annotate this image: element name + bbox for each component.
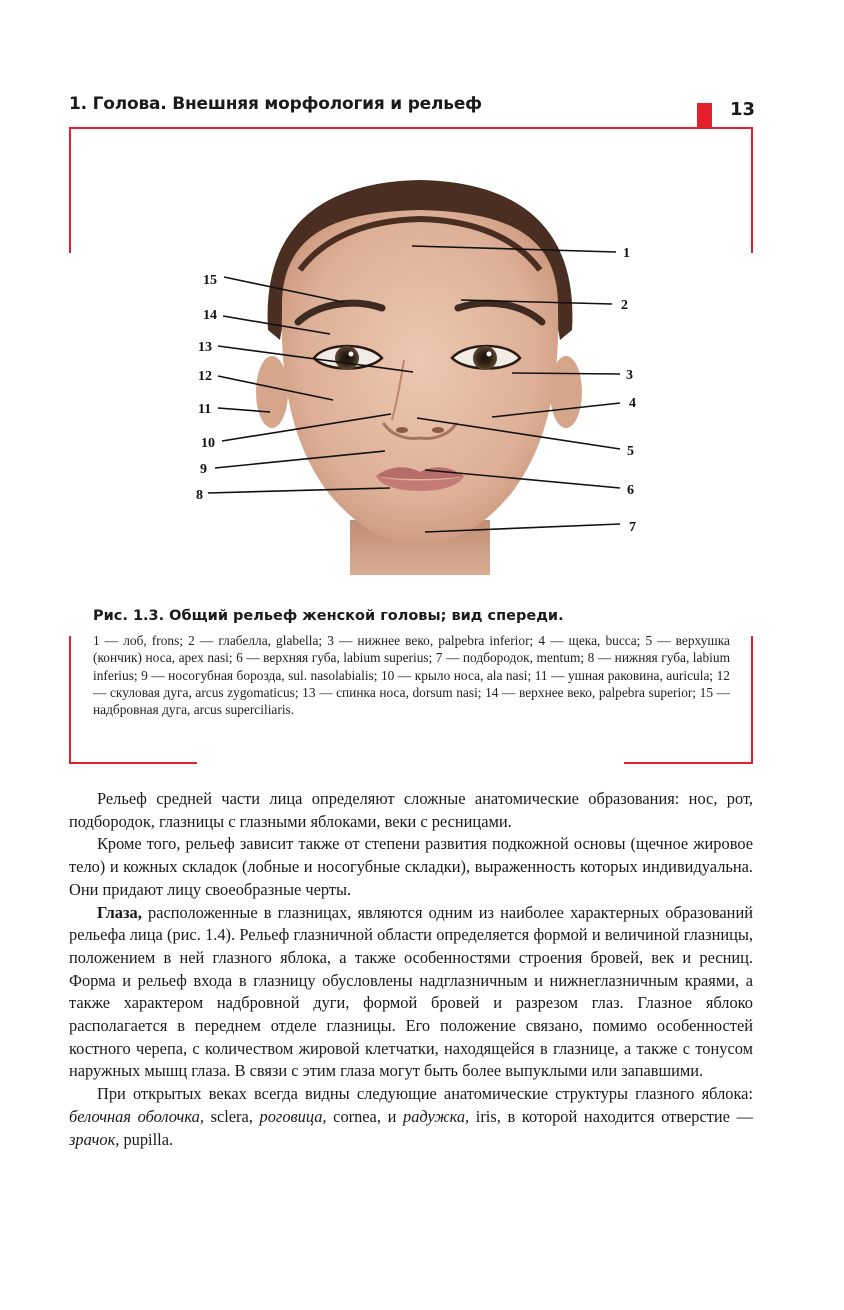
chapter-title: 1. Голова. Внешняя морфология и рельеф — [69, 94, 482, 114]
label-14: 14 — [203, 308, 217, 323]
frame-right-bottom — [751, 636, 753, 764]
left-ear — [256, 356, 288, 428]
header-rule — [69, 127, 753, 129]
term-eyes: Глаза, — [97, 902, 142, 922]
label-12: 12 — [198, 369, 212, 384]
label-1: 1 — [623, 246, 630, 261]
label-7: 7 — [629, 520, 636, 535]
body-text — [69, 788, 753, 1151]
term-iris: радужка, — [403, 1106, 470, 1126]
face-figure — [195, 165, 645, 575]
figure-caption-text: 1 — лоб, frons; 2 — глабелла, glabella; 3 — нижнее веко, palpebra inferior; 4 — щека, bucca; 5 — верхушка (кончик) носа, apex nasi; 6 — верхняя губа, labium superius; 7 — подбородок, mentum; 8 — нижняя губа, labium inferius; 9 — носогубная борозда, sul. nasolabialis; 10 — крыло носа, ala nasi; 11 — ушная раковина, auricula; 12 — скуловая дуга, arcus zygomaticus; 13 — спинка носа, dorsum nasi; 14 — верхнее веко, palpebra superior; 15 — надбровная дуга, arcus superciliaris. — [93, 633, 730, 718]
frame-left-bottom — [69, 636, 71, 764]
label-10: 10 — [201, 436, 215, 451]
figure-caption-title: Рис. 1.3. Общий рельеф женской головы; вид спереди. — [93, 608, 564, 624]
page-marker — [697, 103, 712, 127]
label-2: 2 — [621, 298, 628, 313]
nostril-right — [432, 427, 444, 433]
p4-text-e: pupilla. — [119, 1129, 174, 1149]
left-pupil-highlight — [349, 352, 354, 357]
label-15: 15 — [203, 273, 217, 288]
label-13: 13 — [198, 340, 212, 355]
label-3: 3 — [626, 368, 633, 383]
label-4: 4 — [629, 396, 636, 411]
p4-text-d: iris, в которой находится отверстие — — [469, 1106, 753, 1126]
p4-text-b: sclera, — [203, 1106, 260, 1126]
page-number: 13 — [730, 99, 756, 120]
nostril-left — [396, 427, 408, 433]
paragraph-4 — [69, 1083, 753, 1151]
frame-left-top — [69, 127, 71, 253]
paragraph-1: Рельеф средней части лица определяют сложные анатомические образования: нос, рот, подбородок, глазницы с глазными яблоками, веки с ресницами. — [69, 789, 753, 831]
label-9: 9 — [200, 462, 207, 477]
p4-text-a: При открытых веках всегда видны следующие анатомические структуры глазного яблока: — [97, 1084, 753, 1104]
frame-right-top — [751, 127, 753, 253]
term-pupil: зрачок, — [69, 1129, 120, 1149]
term-cornea: роговица, — [259, 1106, 327, 1126]
label-5: 5 — [627, 444, 634, 459]
label-8: 8 — [196, 488, 203, 503]
left-iris — [335, 346, 359, 370]
label-6: 6 — [627, 483, 634, 498]
paragraph-2: Кроме того, рельеф зависит также от степени развития подкожной основы (щечное жировое тело) и кожных складок (лобные и носогубные складки), выраженность которых индивидуальна. Они придают лицу своеобразные черты. — [69, 834, 753, 899]
right-iris — [473, 346, 497, 370]
frame-bottom-right — [624, 762, 753, 764]
paragraph-3-text: расположенные в глазницах, являются одним из наиболее характерных образований рельефа лица (рис. 1.4). Рельеф глазничной области определяется формой и величиной глазницы, положением в ней глазного яблока, а также особенностями строения бровей, век и ресниц. Форма и рельеф входа в глазницу обусловлены надглазничным и нижнеглазничным краями, а также характером надбровной дуги, формой бровей и разрезом глаз. Глазное яблоко располагается в переднем отделе глазницы. Его положение связано, помимо особенностей костного черепа, с количеством жировой клетчатки, находящейся в глазнице, а также с тонусом наружных мышц глаза. В связи с этим глаза могут быть более выпуклыми или запавшими. — [69, 902, 753, 1081]
frame-bottom-left — [69, 762, 197, 764]
leader-3 — [512, 373, 620, 374]
right-pupil-highlight — [487, 352, 492, 357]
p4-text-c: cornea, и — [326, 1106, 403, 1126]
term-sclera: белочная оболочка, — [69, 1106, 204, 1126]
label-11: 11 — [198, 402, 212, 417]
face-skin — [282, 210, 558, 546]
paragraph-3 — [69, 902, 753, 1084]
